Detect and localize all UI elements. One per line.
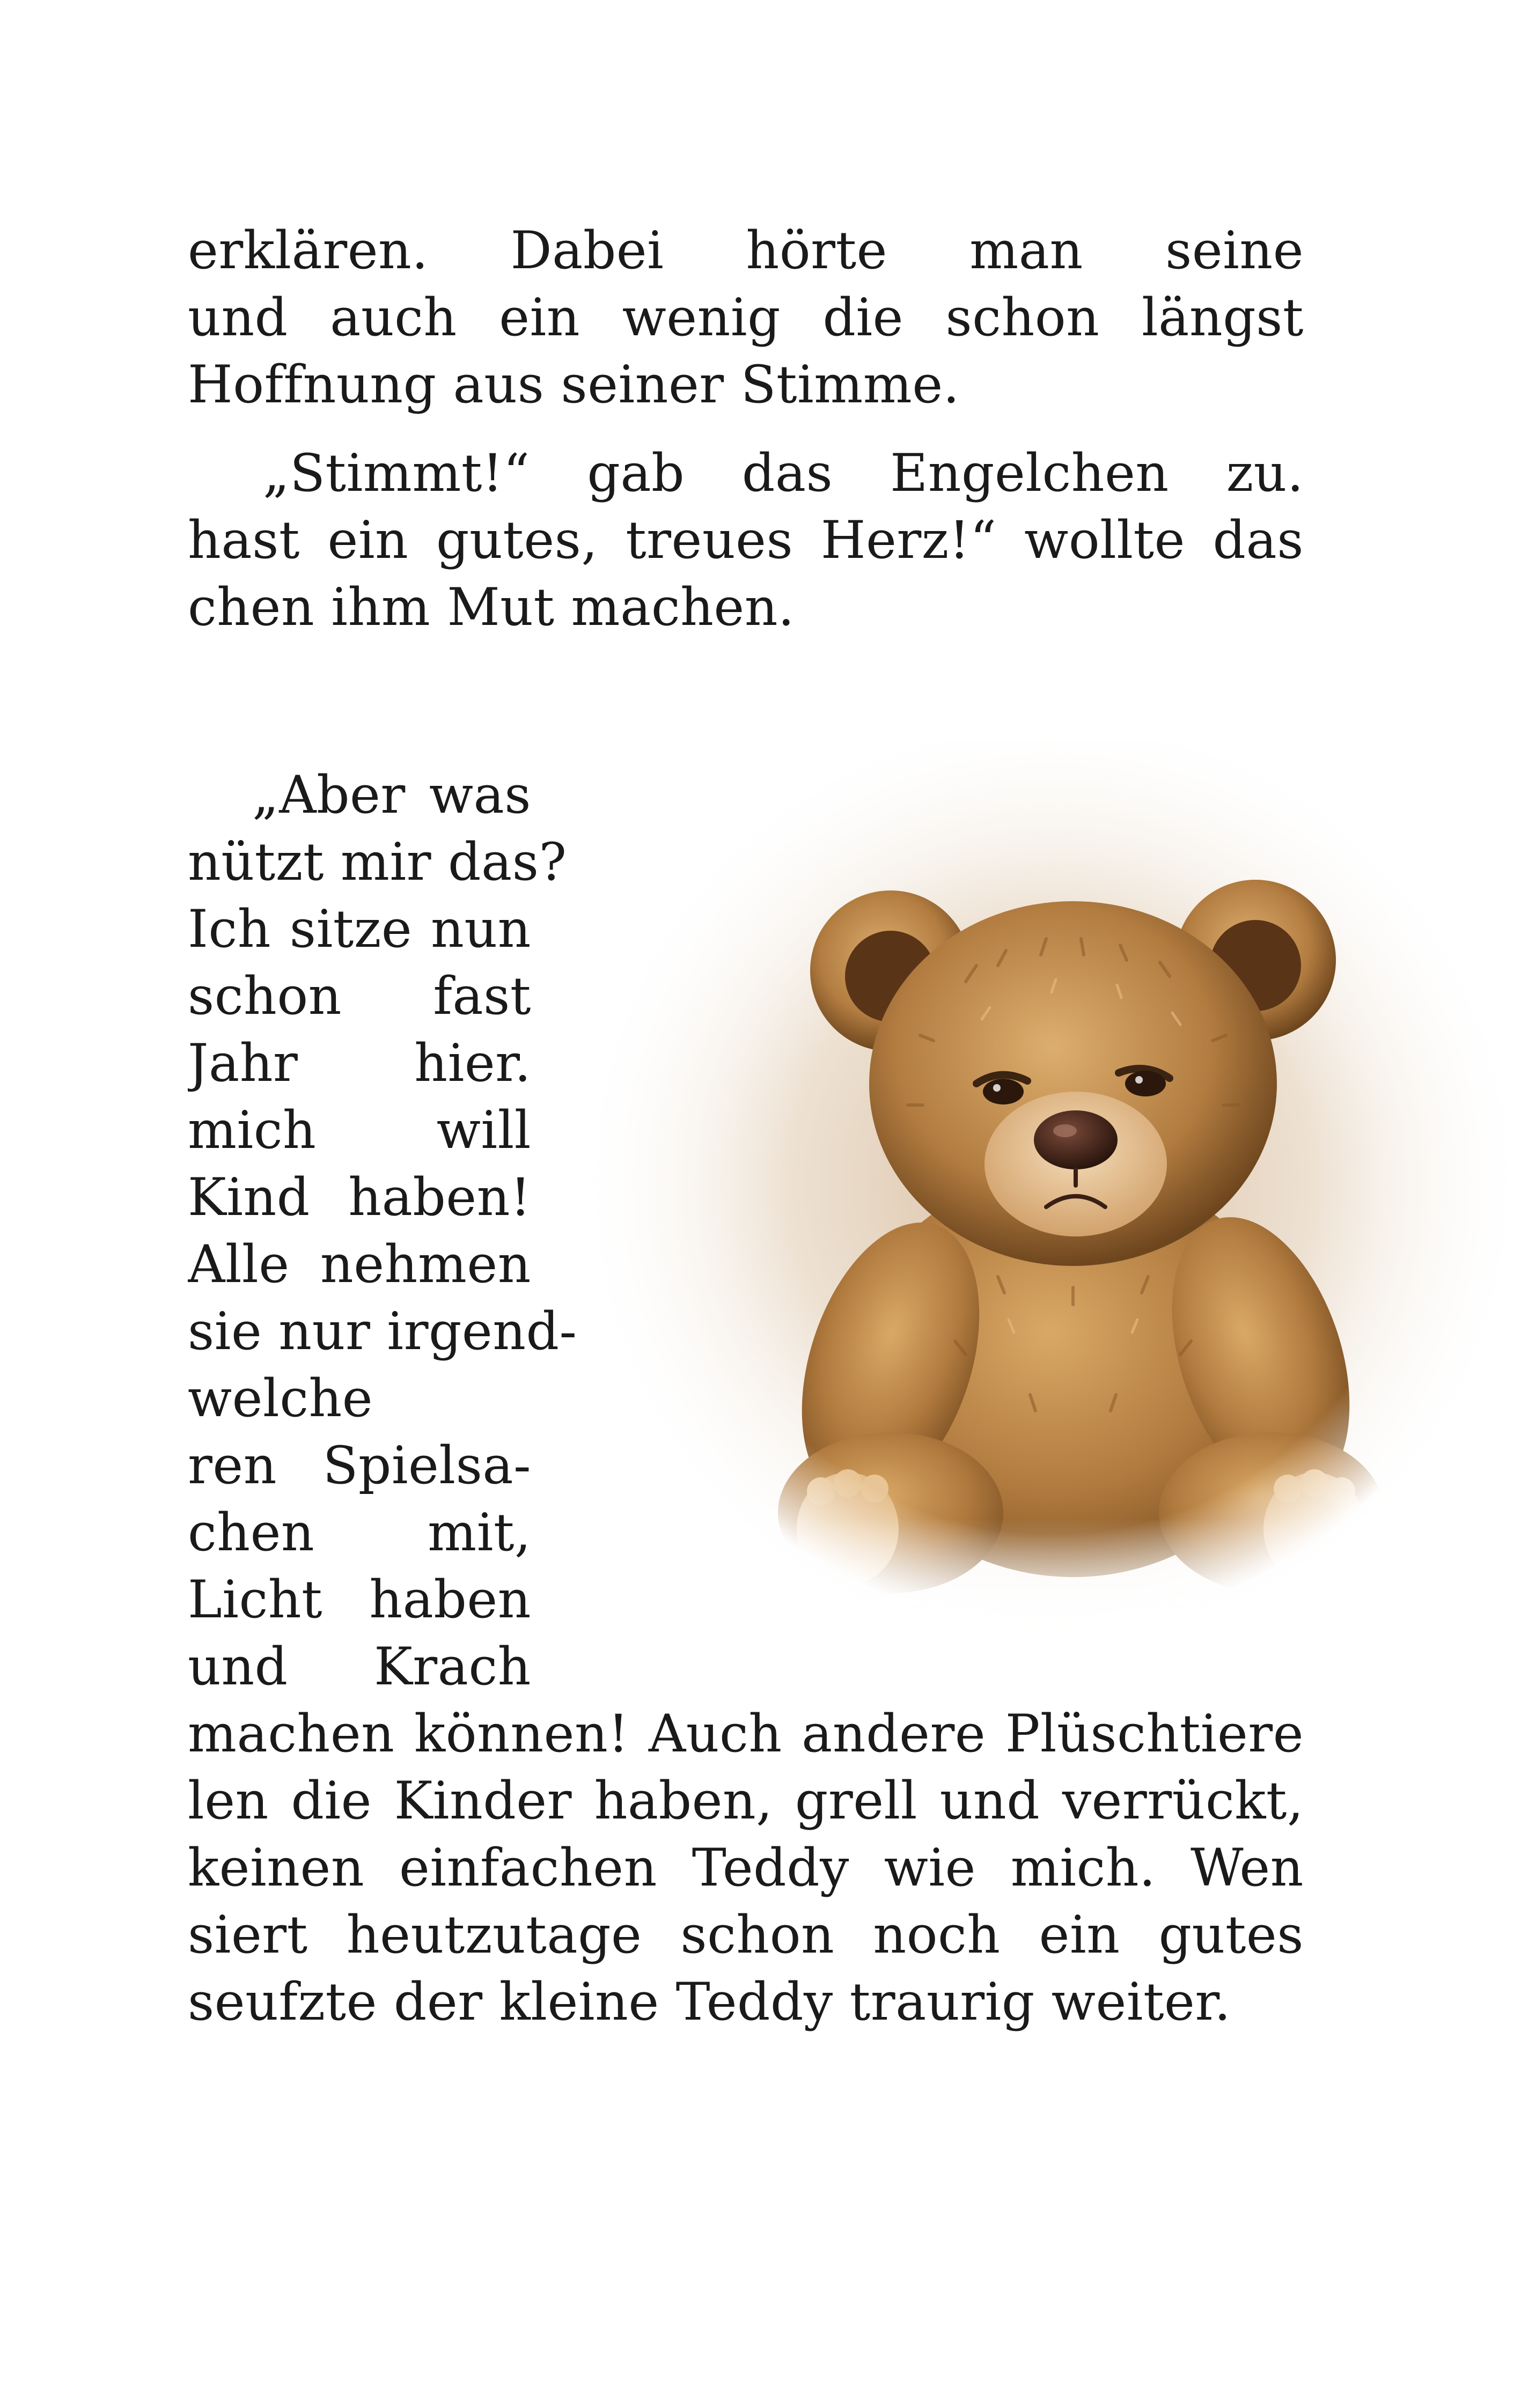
paragraph-3-line-6: mich will: [188, 1100, 531, 1160]
paragraph-3-line-12: chen mit,: [188, 1503, 531, 1563]
paragraph-1-line-2: und auch ein wenig die schon längst: [188, 288, 1304, 348]
paragraph-2-line-1: „Stimmt!“ gab das Engelchen zu.: [263, 443, 1304, 503]
paragraph-3-line-19: seufzte der kleine Teddy traurig weiter.: [188, 1972, 1231, 2032]
paragraph-3-line-13: Licht haben: [188, 1570, 531, 1630]
paragraph-3-line-7: Kind haben!: [188, 1167, 531, 1227]
paragraph-3-line-2: nützt mir das?: [188, 832, 567, 892]
paragraph-3-line-5: Jahr hier.: [188, 1033, 531, 1093]
paragraph-3-line-3: Ich sitze nun: [188, 899, 531, 959]
paragraph-2-line-2: hast ein gutes, treues Herz!“ wollte das: [188, 510, 1304, 570]
paragraph-3-line-8: Alle nehmen: [188, 1234, 531, 1294]
paragraph-3-line-17: keinen einfachen Teddy wie mich. Wen: [188, 1838, 1304, 1898]
paragraph-3-line-15: machen können! Auch andere Plüschtiere: [188, 1704, 1304, 1764]
paragraph-2-line-3: chen ihm Mut machen.: [188, 577, 795, 637]
paragraph-3-line-4: schon fast: [188, 966, 531, 1026]
paragraph-3-line-16: len die Kinder haben, grell und verrückt,: [188, 1771, 1304, 1831]
paragraph-3-line-10: welche: [188, 1368, 373, 1428]
paragraph-3-line-9: sie nur irgend-: [188, 1301, 577, 1361]
paragraph-3-line-14: und Krach: [188, 1637, 531, 1697]
paragraph-1-line-3: Hoffnung aus seiner Stimme.: [188, 355, 960, 415]
paragraph-3-line-11: ren Spielsa-: [188, 1435, 531, 1496]
paragraph-1-line-1: erklären. Dabei hörte man seine: [188, 220, 1304, 281]
paragraph-3-line-1: „Aber was: [252, 765, 531, 825]
paragraph-3-line-18: siert heutzutage schon noch ein gutes: [188, 1905, 1304, 1965]
teddy-bear-icon: [590, 740, 1513, 1663]
teddy-bear-illustration: [590, 740, 1513, 1663]
